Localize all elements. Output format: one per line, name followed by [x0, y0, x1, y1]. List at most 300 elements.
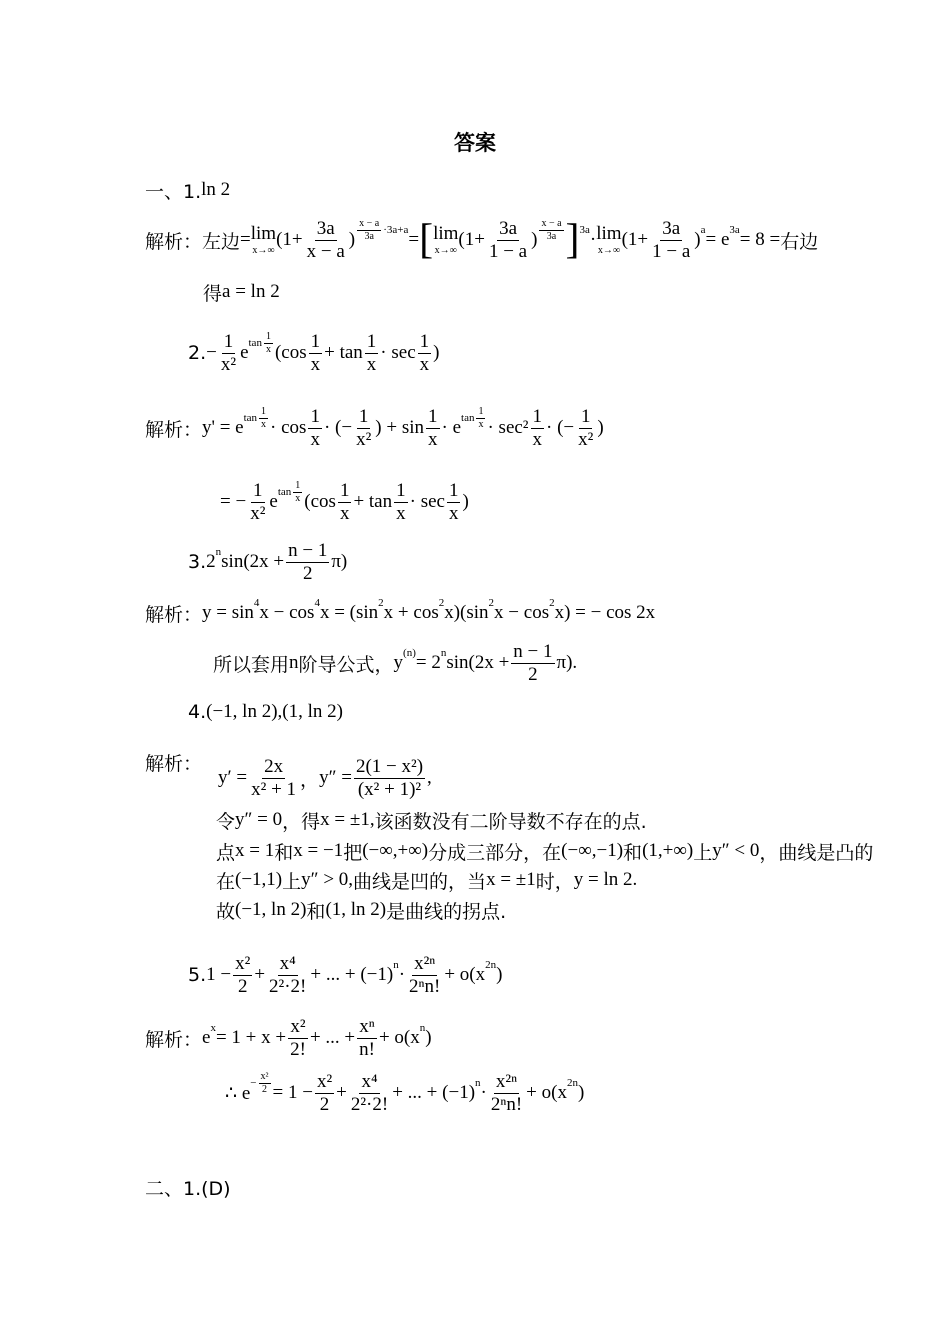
- superscript: [729, 224, 739, 236]
- numerator: [259, 1071, 271, 1084]
- math-text: tan: [277, 486, 292, 498]
- math-text: ·: [480, 1082, 487, 1103]
- math-text: (1+: [458, 229, 485, 250]
- math-text: y″ =: [319, 767, 352, 788]
- denominator: [349, 1094, 390, 1116]
- math-text: x: [339, 502, 350, 524]
- math-text: 2²·2!: [350, 1093, 389, 1115]
- chinese-text: 二、1.(D): [145, 1177, 231, 1200]
- fraction: [264, 331, 273, 355]
- math-text: 1: [261, 406, 267, 417]
- chinese-text: 右边: [780, 230, 819, 253]
- superscript: [489, 597, 495, 609]
- math-text: + tan: [353, 491, 393, 512]
- denominator: [426, 429, 440, 451]
- math-text: · (−: [546, 417, 575, 438]
- numerator: [357, 406, 371, 429]
- math-text: x² + 1: [251, 778, 297, 800]
- math-text: = −: [220, 491, 247, 512]
- numerator: [315, 218, 337, 241]
- math-text: 3a: [316, 217, 335, 239]
- numerator: [359, 1071, 379, 1094]
- math-text: 4: [314, 597, 320, 609]
- math-text: =: [240, 229, 251, 250]
- denominator: [318, 1094, 332, 1116]
- math-text: 2ⁿn!: [490, 1093, 523, 1115]
- superscript: [441, 647, 447, 659]
- math-text: π): [331, 551, 348, 572]
- denominator: [301, 563, 315, 585]
- denominator: [338, 503, 352, 525]
- chinese-text: 解析：: [145, 1028, 203, 1051]
- math-text: tan: [243, 412, 258, 424]
- superscript: [216, 546, 222, 558]
- math-text: · cos: [270, 417, 307, 438]
- math-text: n: [419, 1022, 426, 1034]
- math-text: x = (sin: [319, 602, 379, 623]
- superscript: [420, 1022, 426, 1034]
- math-text: 2: [262, 1083, 267, 1095]
- numerator: [233, 953, 252, 976]
- math-text: 3a: [546, 230, 557, 242]
- math-text: x²: [290, 1015, 306, 1037]
- math-text: + ... + (−1): [310, 964, 394, 985]
- math-text: xⁿ: [359, 1015, 375, 1037]
- lim-label: lim: [433, 223, 459, 244]
- superscript: [254, 597, 260, 609]
- math-text: (1, ln 2): [325, 899, 387, 920]
- math-text: ) + sin: [375, 417, 424, 438]
- lim-subscript: x→∞: [252, 245, 275, 256]
- math-text: n!: [359, 1038, 375, 1060]
- math-text: 1: [265, 331, 271, 342]
- numerator: [579, 406, 593, 429]
- denominator: [545, 231, 558, 243]
- math-text: = 2: [415, 652, 441, 673]
- superscript: [355, 218, 408, 242]
- math-text: x − a: [541, 218, 562, 229]
- math-text: n: [215, 546, 222, 558]
- denominator: [308, 429, 322, 451]
- chinese-text: 3.: [188, 551, 207, 573]
- chinese-text: 和: [306, 900, 326, 923]
- chinese-text: 把: [343, 841, 363, 864]
- denominator: [260, 1084, 269, 1096]
- numerator: [357, 1016, 376, 1039]
- math-text: y = ln 2.: [573, 869, 638, 890]
- fraction: [511, 641, 554, 686]
- math-text: x²: [250, 502, 266, 524]
- math-text: = e: [705, 229, 730, 250]
- math-text: 3a: [364, 230, 374, 242]
- fraction: [233, 953, 252, 998]
- math-text: 1: [253, 479, 263, 501]
- fraction: [315, 1071, 334, 1116]
- numerator: [511, 641, 554, 664]
- math-text: ∴ e: [225, 1082, 251, 1104]
- math-text: x²: [316, 1070, 333, 1092]
- s2-q1: [145, 1157, 231, 1217]
- superscript: [393, 959, 399, 971]
- math-text: 3a: [729, 224, 740, 236]
- fraction: [267, 953, 308, 998]
- superscript: [537, 218, 565, 242]
- fraction: [365, 331, 379, 376]
- math-text: 1: [310, 330, 321, 352]
- math-text: ): [462, 491, 469, 512]
- math-text: =: [408, 229, 420, 250]
- numerator: [262, 756, 285, 779]
- math-text: + ... + (−1): [392, 1082, 476, 1103]
- math-text: n: [475, 1077, 481, 1089]
- s1-q4-sol-label: [145, 732, 202, 792]
- numerator: [288, 1016, 307, 1039]
- fraction: [259, 1071, 271, 1095]
- denominator: [487, 241, 529, 263]
- math-text: 1: [358, 405, 369, 427]
- math-text: (1+: [276, 229, 303, 250]
- superscript: [278, 480, 304, 504]
- math-text: n: [440, 647, 447, 659]
- bracket: [: [419, 217, 434, 263]
- math-text: x)(sin: [444, 602, 489, 623]
- math-text: x: [448, 502, 459, 524]
- math-text: + ... +: [309, 1027, 356, 1048]
- fraction: [447, 480, 461, 525]
- math-text: · sec: [409, 491, 445, 512]
- chinese-text: 2.: [188, 342, 207, 364]
- math-text: 1: [428, 405, 438, 427]
- math-text: e: [202, 1027, 211, 1048]
- math-text: = 8 =: [739, 229, 781, 250]
- math-text: ): [531, 229, 538, 250]
- chinese-text: 该函数没有二阶导数不存在的点.: [374, 810, 647, 833]
- denominator: [264, 344, 273, 356]
- chinese-text: 解析：: [145, 418, 203, 441]
- superscript: [475, 1077, 481, 1089]
- numerator: [394, 480, 408, 503]
- math-text: · (−: [323, 417, 353, 438]
- numerator: [426, 406, 440, 429]
- superscript: [580, 224, 590, 236]
- math-text: x²: [260, 1071, 269, 1082]
- chinese-text: 阶导公式，: [298, 653, 394, 676]
- math-text: x⁴: [279, 952, 296, 974]
- math-text: (−1, ln 2): [235, 899, 307, 920]
- fraction: [338, 480, 352, 525]
- math-text: x²ⁿ: [495, 1070, 518, 1092]
- fraction: [354, 406, 373, 451]
- denominator: [526, 664, 540, 686]
- math-text: x − a: [306, 240, 345, 262]
- math-text: ·: [589, 229, 597, 250]
- fraction: [219, 331, 238, 376]
- math-text: +: [254, 964, 266, 985]
- math-text: x⁴: [361, 1070, 378, 1092]
- numerator: [278, 953, 298, 976]
- math-text: π).: [556, 652, 578, 673]
- math-text: + o(x: [526, 1082, 567, 1103]
- lim-subscript: x→∞: [597, 245, 620, 256]
- math-text: 1: [419, 330, 430, 352]
- math-text: ,: [427, 767, 432, 788]
- math-text: x²ⁿ: [414, 952, 436, 974]
- chinese-text: 和: [623, 841, 643, 864]
- math-text: (−1, ln 2),(1, ln 2): [206, 701, 343, 722]
- math-text: sin(2x +: [446, 652, 510, 673]
- math-text: y = sin: [202, 602, 254, 623]
- math-text: +: [336, 1082, 347, 1103]
- chinese-text: 和: [274, 841, 294, 864]
- numerator: [476, 406, 485, 419]
- page-title: 答案: [454, 131, 496, 155]
- numerator: [357, 218, 381, 231]
- math-text: x + cos: [383, 602, 439, 623]
- chinese-text: 4.: [188, 701, 207, 723]
- chinese-text: 令: [216, 810, 236, 833]
- numerator: [315, 1071, 334, 1094]
- lim-subscript: x→∞: [434, 245, 457, 256]
- math-text: 2: [206, 551, 216, 572]
- lim-label: lim: [250, 223, 277, 244]
- math-text: (1+: [621, 229, 649, 250]
- numerator: [497, 218, 519, 241]
- math-text: x: [210, 1022, 216, 1034]
- fraction: [487, 218, 529, 263]
- math-text: n − 1: [513, 640, 553, 662]
- math-text: 1: [580, 405, 591, 427]
- math-text: = 1 + x +: [215, 1027, 287, 1048]
- math-text: 1 − a: [488, 240, 528, 262]
- math-text: x: [478, 418, 484, 430]
- math-text: 2x: [264, 755, 284, 777]
- math-text: y' = e: [202, 417, 244, 438]
- math-text: 2: [378, 597, 384, 609]
- math-text: 3a: [579, 224, 590, 236]
- fraction: [349, 1071, 390, 1116]
- math-text: 2: [237, 975, 248, 997]
- numerator: [447, 480, 461, 503]
- superscript: [439, 597, 445, 609]
- fraction: [476, 406, 485, 430]
- math-text: y′ =: [218, 767, 248, 788]
- chinese-text: 上: [282, 870, 302, 893]
- fraction: [293, 480, 302, 504]
- fraction: [286, 540, 329, 585]
- chinese-text: 分成三部分，在: [428, 841, 562, 864]
- math-text: x − cos: [259, 602, 315, 623]
- math-text: ): [348, 229, 356, 250]
- math-text: ): [694, 229, 701, 250]
- math-text: n: [289, 652, 299, 673]
- math-text: x: [419, 353, 430, 375]
- math-text: x: [396, 502, 406, 524]
- fraction: [426, 406, 440, 451]
- math-text: e: [240, 342, 249, 363]
- superscript: [250, 1071, 272, 1095]
- chinese-text: 所以套用: [213, 653, 290, 676]
- math-text: x²: [578, 428, 594, 450]
- math-text: −: [250, 1077, 257, 1089]
- numerator: [309, 331, 323, 354]
- s1-q5-sol: [145, 1008, 432, 1068]
- lim-label: lim: [596, 223, 622, 244]
- limit: [251, 224, 276, 256]
- denominator: [267, 976, 308, 998]
- math-text: 2: [302, 562, 313, 584]
- math-text: x: [532, 428, 543, 450]
- fraction: [308, 406, 322, 451]
- math-text: 2!: [290, 1038, 306, 1060]
- denominator: [305, 241, 347, 263]
- chinese-text: ，: [300, 768, 320, 791]
- math-text: 2(1 − x²): [355, 755, 424, 777]
- math-text: 2: [319, 1093, 330, 1115]
- math-text: y″ = 0: [235, 809, 283, 830]
- math-text: tan: [461, 412, 475, 424]
- math-text: 2²·2!: [269, 975, 307, 997]
- math-text: ): [496, 964, 503, 985]
- math-text: + tan: [324, 342, 363, 363]
- math-text: 3a: [499, 217, 517, 239]
- math-text: · sec: [380, 342, 416, 363]
- numerator: [539, 218, 563, 231]
- fraction: [357, 1016, 377, 1061]
- denominator: [531, 429, 545, 451]
- math-text: 1: [310, 405, 320, 427]
- numerator: [308, 406, 322, 429]
- fraction: [650, 218, 692, 263]
- math-text: x = ±1: [486, 869, 536, 890]
- math-text: x) = − cos 2x: [554, 602, 656, 623]
- math-text: x = ±1,: [320, 809, 375, 830]
- math-text: x²: [235, 952, 251, 974]
- math-text: x: [295, 492, 301, 504]
- math-text: 2: [549, 597, 555, 609]
- fraction: [394, 480, 408, 525]
- math-text: ): [433, 342, 440, 363]
- math-text: x: [366, 353, 377, 375]
- math-text: (1,+∞): [642, 840, 694, 861]
- denominator: [576, 429, 595, 451]
- fraction: [576, 406, 595, 451]
- fraction: [407, 953, 442, 998]
- chinese-text: ，得: [282, 810, 321, 833]
- math-text: · e: [441, 417, 462, 438]
- math-text: 1: [478, 406, 484, 417]
- math-text: (cos: [304, 491, 336, 512]
- math-text: a = ln 2: [222, 281, 280, 302]
- math-text: 1: [223, 330, 234, 352]
- chinese-text: ，曲线是凸的: [759, 841, 874, 864]
- math-text: n − 1: [288, 539, 328, 561]
- math-text: 1: [448, 479, 459, 501]
- denominator: [362, 231, 375, 243]
- math-text: ln 2: [201, 179, 231, 200]
- fraction: [531, 406, 545, 451]
- s1-q1-sol: [145, 210, 818, 270]
- denominator: [248, 503, 267, 525]
- math-text: e: [269, 491, 278, 512]
- denominator: [259, 419, 268, 431]
- math-text: n: [393, 959, 399, 971]
- fraction: [539, 218, 563, 242]
- denominator: [354, 429, 373, 451]
- math-text: 2: [528, 663, 538, 685]
- math-text: ): [425, 1027, 432, 1048]
- math-text: ·3a+a: [383, 224, 409, 236]
- math-text: a: [700, 224, 706, 236]
- s1-q4-sol5: [216, 880, 506, 940]
- chinese-text: 一、1.: [145, 180, 202, 203]
- math-text: x: [265, 343, 271, 355]
- math-text: 1: [295, 480, 301, 491]
- fraction: [418, 331, 432, 376]
- math-text: (n): [403, 647, 416, 659]
- math-text: x = −1: [293, 840, 344, 861]
- numerator: [354, 756, 425, 779]
- math-text: 1: [396, 479, 406, 501]
- chinese-text: 上: [693, 841, 713, 864]
- chinese-text: 左边: [202, 230, 241, 253]
- numerator: [286, 540, 329, 563]
- s1-q2: [188, 323, 439, 383]
- superscript: [249, 331, 275, 355]
- math-text: 2: [488, 597, 495, 609]
- numerator: [418, 331, 432, 354]
- math-text: x: [310, 428, 320, 450]
- math-text: (−∞,+∞): [362, 840, 429, 861]
- chinese-text: 得: [203, 282, 223, 305]
- superscript: [567, 1077, 578, 1089]
- denominator: [357, 1039, 377, 1061]
- math-text: ): [577, 1082, 585, 1103]
- fraction: [248, 480, 267, 525]
- math-text: sin(2x +: [221, 551, 285, 572]
- denominator: [236, 976, 250, 998]
- math-text: ): [597, 417, 604, 438]
- math-text: 2ⁿn!: [409, 975, 441, 997]
- math-text: 1 −: [206, 964, 232, 985]
- s1-q1-result: [203, 262, 280, 322]
- math-text: (−∞,−1): [561, 840, 624, 861]
- math-text: x − cos: [494, 602, 550, 623]
- superscript: [485, 959, 496, 971]
- superscript: [701, 224, 706, 236]
- denominator: [489, 1094, 524, 1116]
- math-text: x: [428, 428, 438, 450]
- denominator: [418, 354, 432, 376]
- math-text: + o(x: [378, 1027, 420, 1048]
- denominator: [309, 354, 323, 376]
- bracket: ]: [565, 217, 580, 263]
- numerator: [412, 953, 437, 976]
- s1-q4: [188, 682, 343, 742]
- numerator: [264, 331, 273, 344]
- chinese-text: 在: [216, 870, 236, 893]
- chinese-text: 曲线是凹的，当: [353, 870, 487, 893]
- chinese-text: 是曲线的拐点.: [386, 900, 507, 923]
- numerator: [259, 406, 268, 419]
- math-text: (cos: [274, 342, 307, 363]
- denominator: [365, 354, 379, 376]
- math-text: (x² + 1)²: [357, 778, 422, 800]
- math-text: 2n: [485, 959, 497, 971]
- denominator: [447, 503, 461, 525]
- denominator: [476, 419, 485, 431]
- math-text: 1 − a: [652, 240, 691, 262]
- numerator: [365, 331, 379, 354]
